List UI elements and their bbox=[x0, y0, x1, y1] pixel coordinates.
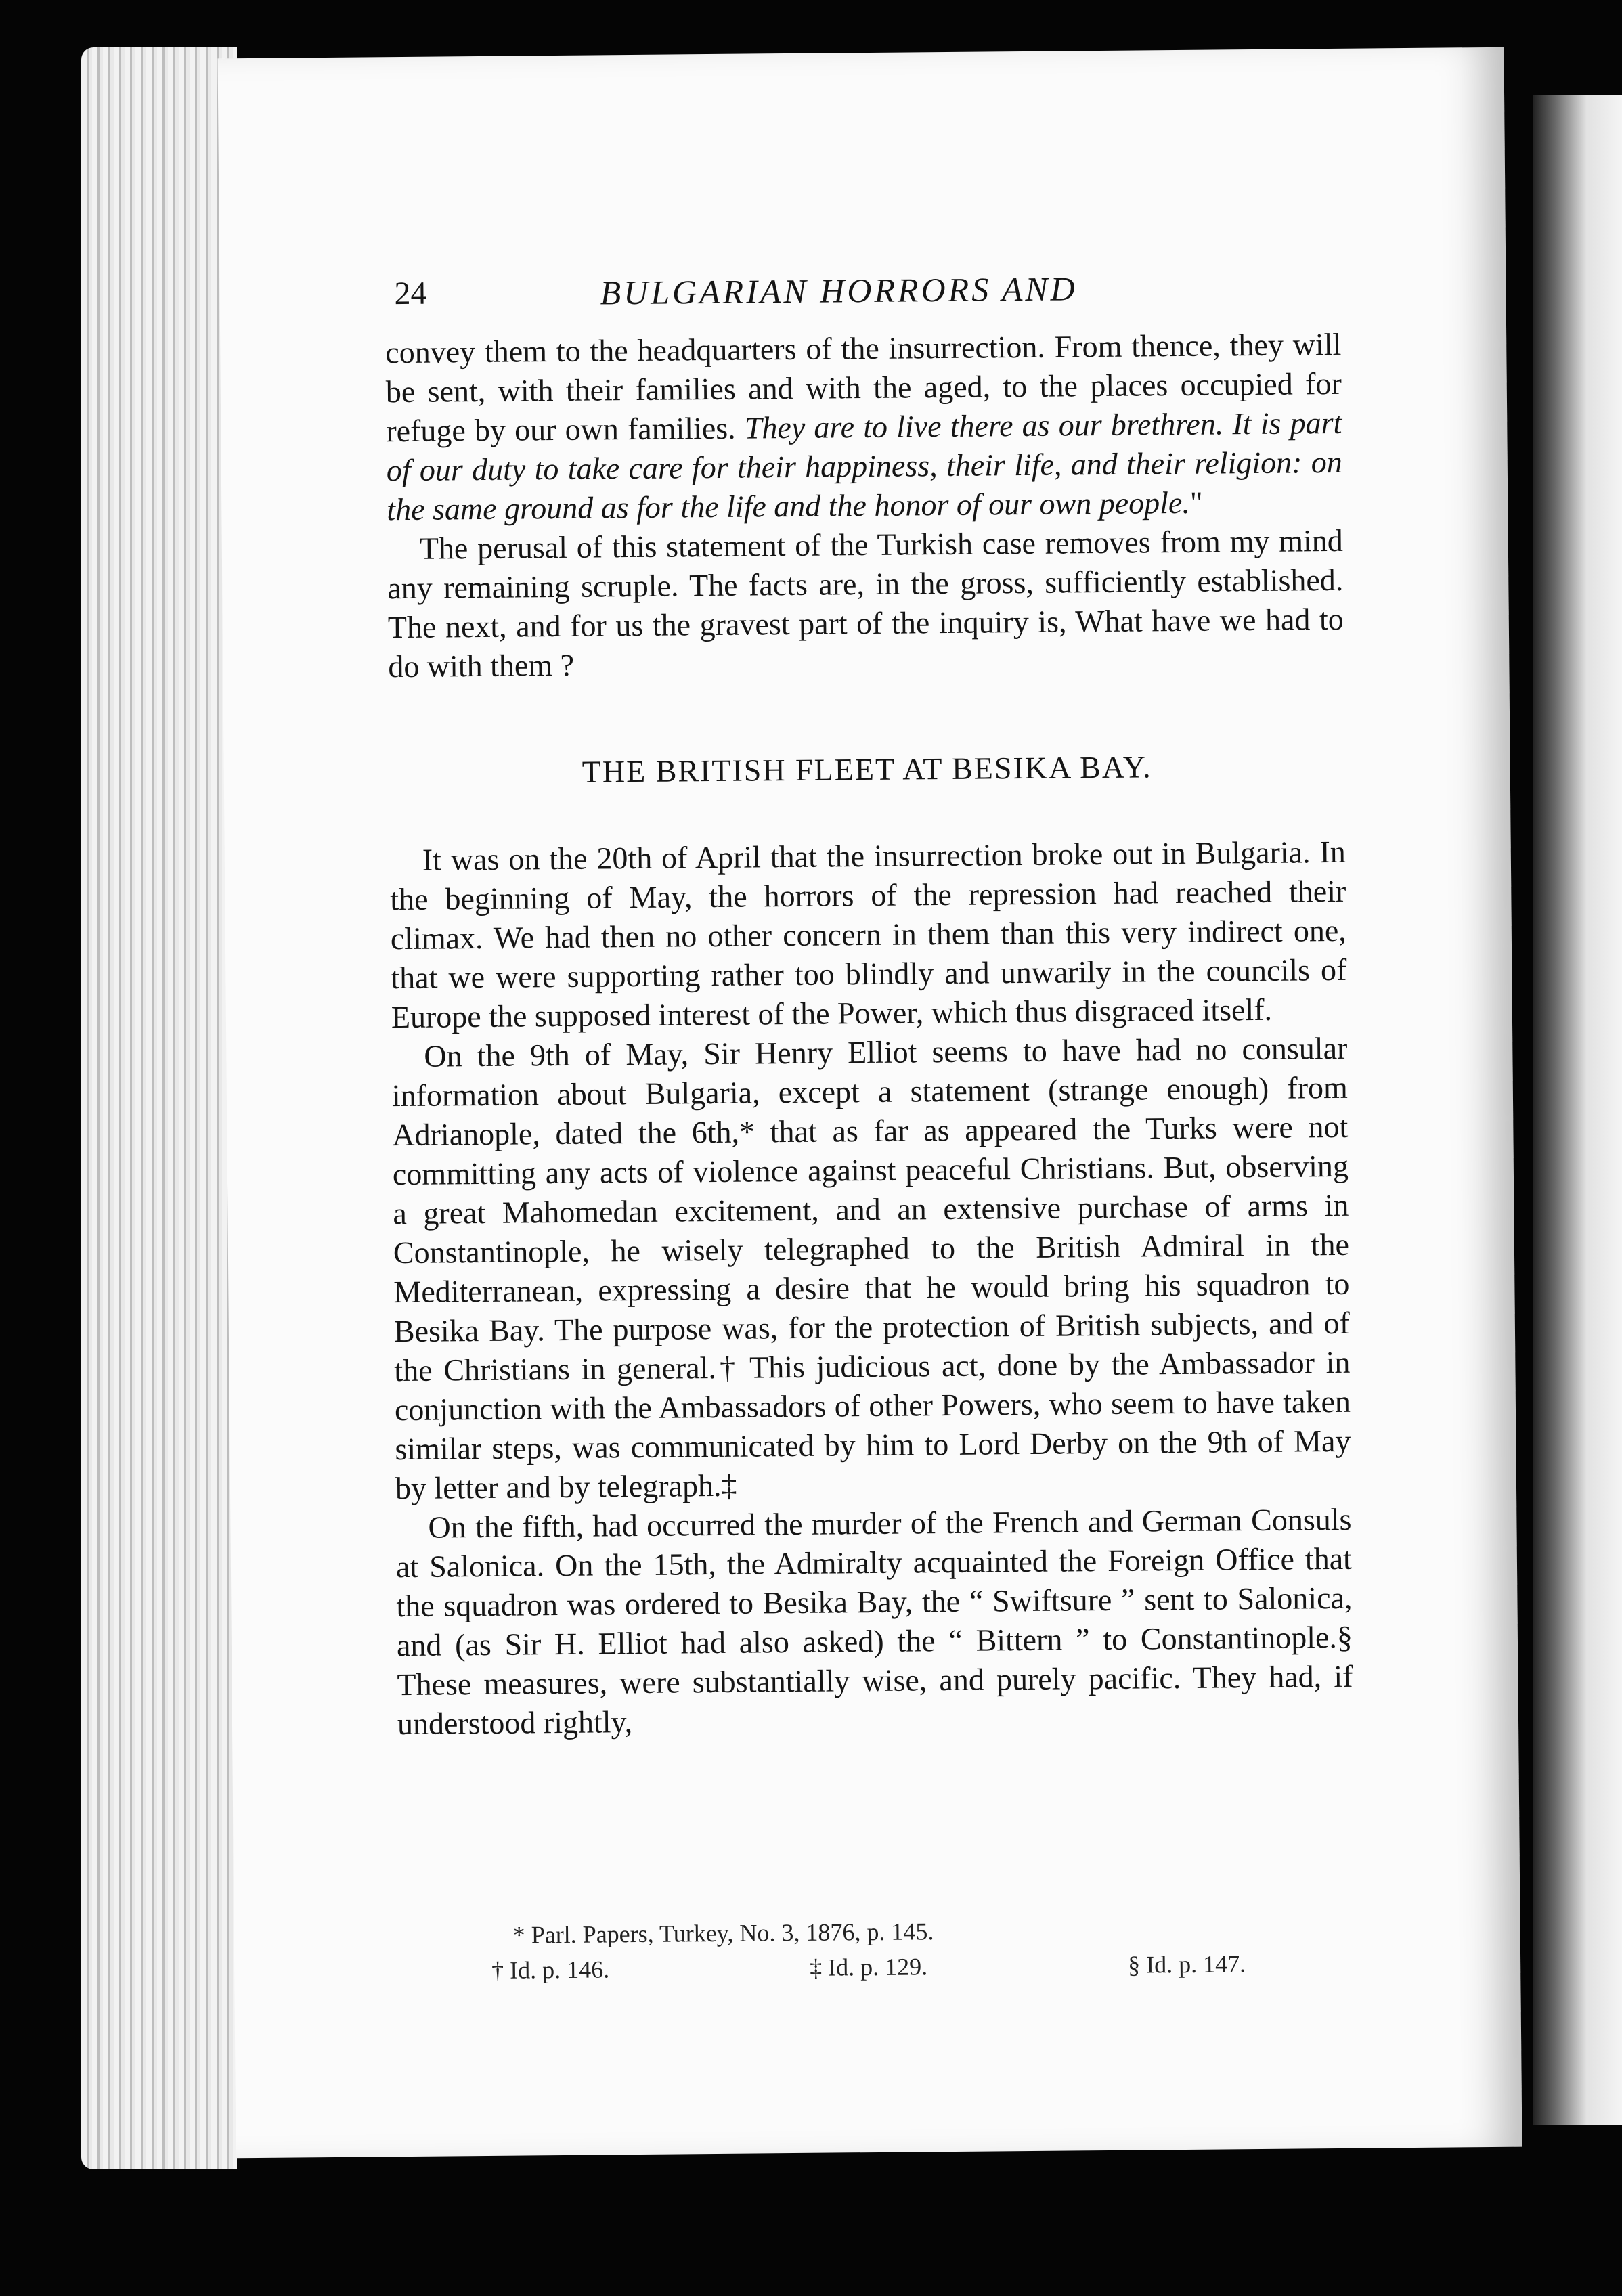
paragraph-4: On the 9th of May, Sir Henry Elliot seems to have had no consular information about Bulgaria, except a statement (strange enough) from Adrianople, dated the 6th,* that as far as appeared the Turks were not committing any acts of violence against peaceful Christians. But, observing a great Mahomedan excitement, and an extensive purchase of arms in Constantinople, he wisely telegraphed to the British Admiral in the Mediterranean, expressing a desire that he would bring his squadron to Besika Bay. The purpose was, for the protection of British subjects, and of the Christians in general.† This judicious act, done by the Ambassador in conjunction with the Ambassadors of other Powers, who seem to have taken similar steps, was communicated by him to Lord Derby on the 9th of May by letter and by telegraph.‡ bbox=[391, 1030, 1351, 1506]
page-header bbox=[394, 267, 1342, 329]
body-text bbox=[385, 325, 1353, 1744]
paragraph-3: It was on the 20th of April that the insurrection broke out in Bulgaria. In the beginning of May, the horrors of the repression had reached their climax. We had then no other concern in them than this very indirect one, that we were supporting rather too blindly and unwarily in the councils of Europe the supposed interest of the Power, which thus disgraced itself. bbox=[390, 834, 1347, 1035]
footnote-2: † Id. p. 146. bbox=[491, 1956, 610, 1984]
paragraph-1-italic: They are to live there as our brethren. It is part of our duty to take care for their happiness, their life, and their religion: on the same ground as for the life and the honor of our own people. bbox=[386, 405, 1342, 527]
facing-page-edge bbox=[1533, 95, 1622, 2125]
paragraph-2: The perusal of this statement of the Turkish case removes from my mind any remaining scruple. The facts are, in the gross, sufficiently established. The next, and for us the gravest part of the inquiry is, What have we had to do with them ? bbox=[387, 523, 1344, 684]
footnote-3: ‡ Id. p. 129. bbox=[809, 1953, 928, 1981]
paragraph-1 bbox=[385, 325, 1342, 529]
paragraph-1-text: convey them to the headquarters of the insurrection. From thence, they will be sent, with their families and with the aged, to the places occupied for refuge by our own families. bbox=[385, 326, 1342, 449]
page-number: 24 bbox=[394, 275, 427, 312]
section-heading: THE BRITISH FLEET AT BESIKA BAY. bbox=[582, 749, 1152, 789]
paragraph-1-close: " bbox=[1189, 485, 1203, 520]
book-page bbox=[218, 47, 1522, 2158]
paragraph-5: On the fifth, had occurred the murder of the French and German Consuls at Salonica. On the 15th, the Admiralty acquainted the Foreign Office that the squadron was ordered to Besika Bay, the “ Swiftsure ” sent to Salonica, and (as Sir H. Elliot had also asked) the “ Bittern ” to Constantinople.§ These measures, were substantially wise, and purely pacific. They had, if understood rightly, bbox=[395, 1501, 1353, 1742]
running-head: BULGARIAN HORRORS AND bbox=[600, 269, 1078, 312]
footnote-row-2 bbox=[491, 1946, 1250, 1988]
footnote-4: § Id. p. 147. bbox=[1127, 1950, 1246, 1979]
footnotes bbox=[491, 1911, 1250, 1988]
book-page-edges bbox=[81, 47, 237, 2169]
footnote-1: * Parl. Papers, Turkey, No. 3, 1876, p. 145. bbox=[512, 1918, 934, 1949]
